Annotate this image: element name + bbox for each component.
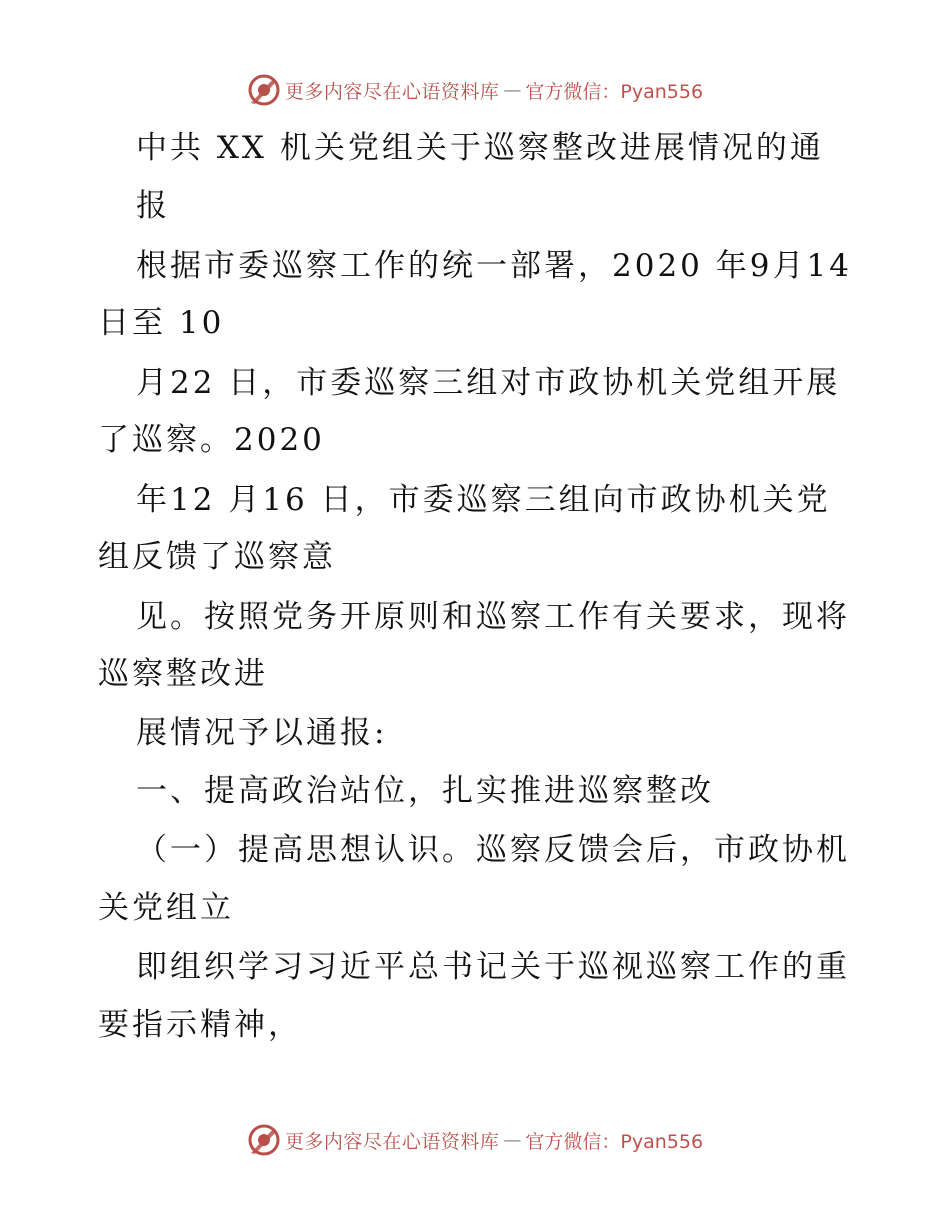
- paragraph-line: 年12 月16 日，市委巡察三组向市政协机关党: [136, 482, 831, 518]
- watermark-separator: —: [503, 79, 522, 101]
- watermark-brand-text: 更多内容尽在心语资料库: [284, 1130, 500, 1153]
- watermark-wechat-text: 官方微信：Pyan556: [525, 80, 704, 103]
- document-title-line-1: 中共 XX 机关党组关于巡察整改进展情况的通: [136, 130, 824, 166]
- paragraph-line: 日至 10: [98, 305, 225, 341]
- paragraph-line: 即组织学习习近平总书记关于巡视巡察工作的重: [136, 949, 850, 985]
- section-heading: 一、提高政治站位，扎实推进巡察整改: [136, 773, 714, 809]
- paragraph-line: 组反馈了巡察意: [98, 539, 336, 575]
- document-title-line-2: 报: [136, 188, 170, 224]
- paragraph-line: （一）提高思想认识。巡察反馈会后，市政协机: [136, 832, 850, 868]
- watermark-wechat-text: 官方微信：Pyan556: [525, 1130, 704, 1153]
- paragraph-line: 根据市委巡察工作的统一部署，2020 年9月14: [136, 248, 852, 284]
- watermark-separator: —: [503, 1129, 522, 1151]
- paragraph-line: 见。按照党务开原则和巡察工作有关要求，现将: [136, 599, 850, 635]
- header-watermark: [0, 70, 950, 110]
- paragraph-line: 了巡察。2020: [98, 422, 325, 458]
- paragraph-line: 巡察整改进: [98, 656, 268, 692]
- watermark-brand-text: 更多内容尽在心语资料库: [284, 80, 500, 103]
- paragraph-line: 展情况予以通报:: [136, 715, 388, 751]
- quill-seal-logo-icon: [247, 1123, 281, 1157]
- paragraph-line: 月22 日，市委巡察三组对市政协机关党组开展: [136, 365, 841, 401]
- paragraph-line: 要指示精神，: [98, 1007, 302, 1043]
- quill-seal-logo-icon: [247, 73, 281, 107]
- footer-watermark: [0, 1120, 950, 1160]
- paragraph-line: 关党组立: [98, 890, 234, 926]
